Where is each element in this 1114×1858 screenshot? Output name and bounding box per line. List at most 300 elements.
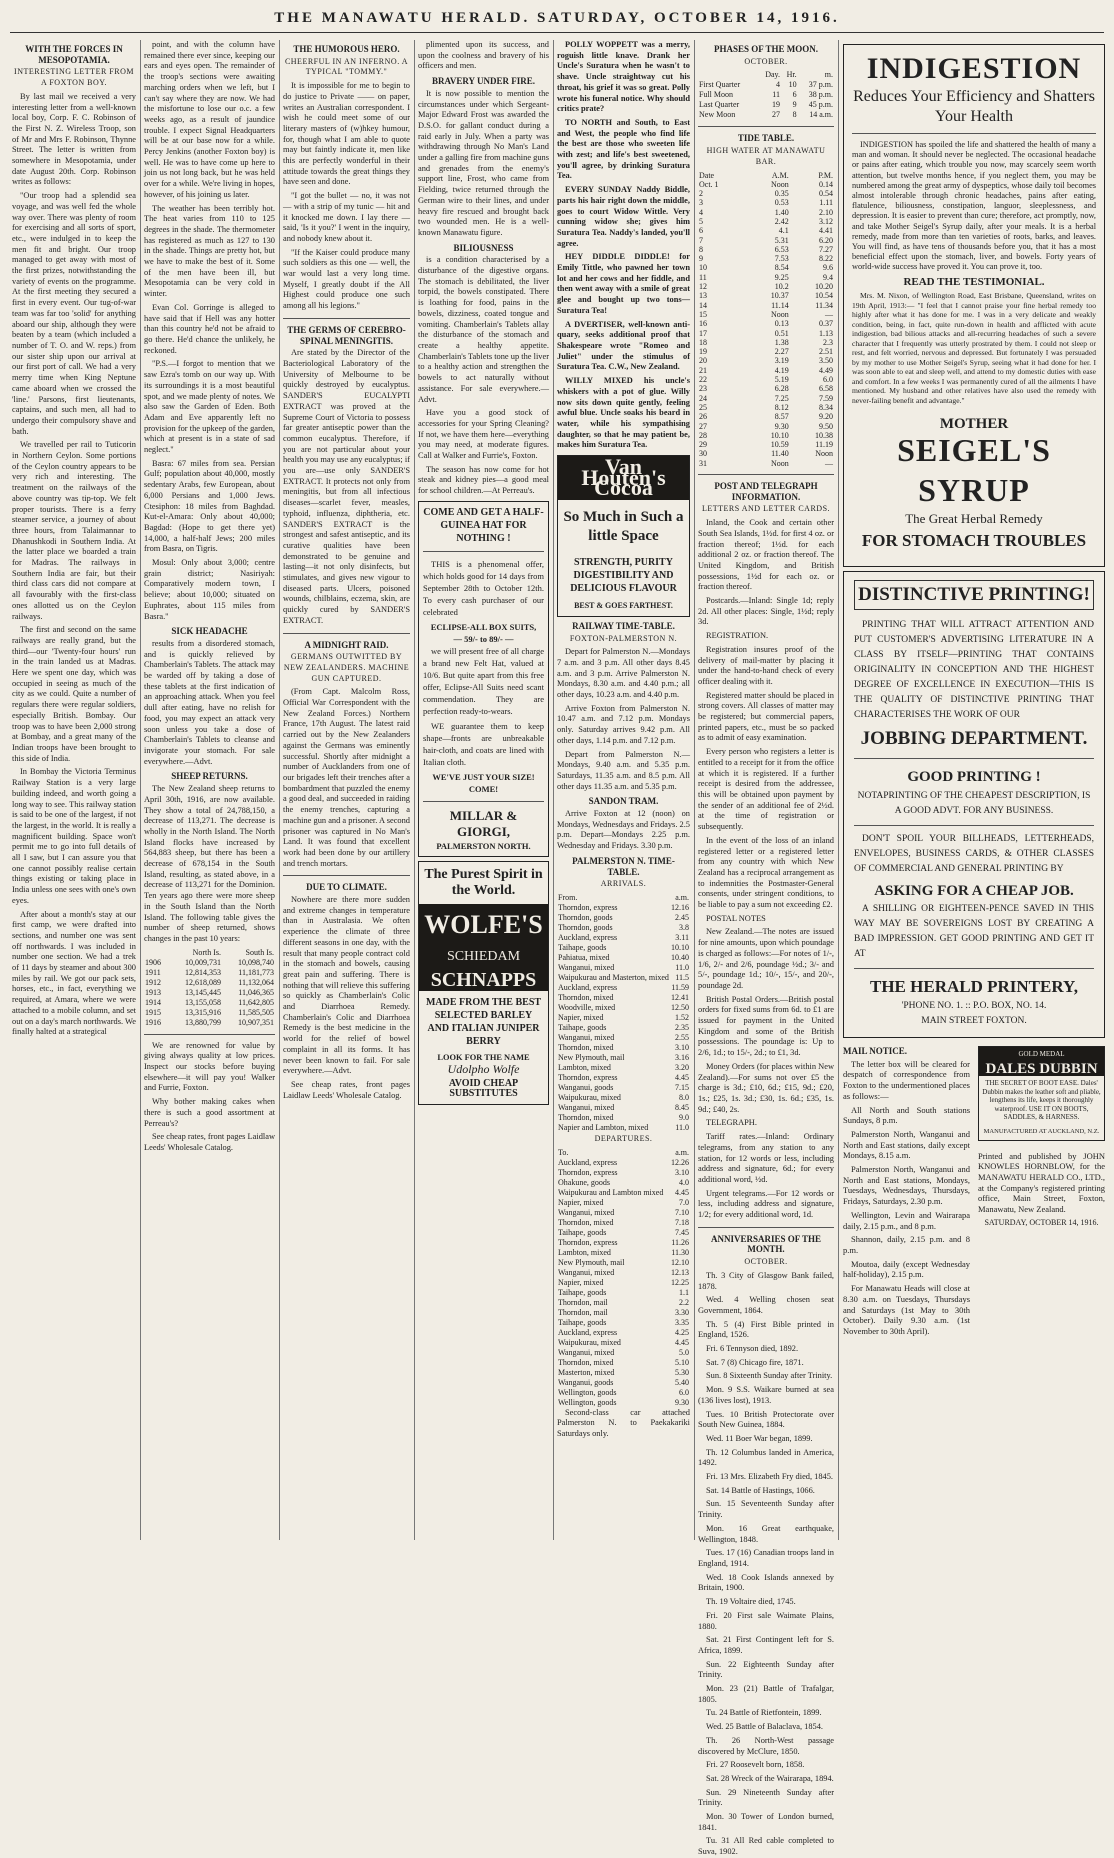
table-row — [698, 90, 834, 100]
table-cell: Waipukurau and Lambton mixed — [558, 1187, 664, 1197]
table-cell: 8.12 — [774, 402, 789, 412]
mail-paragraph: Palmerston North, Wanganui and North and East stations, daily except Mondays, 8.15 a.m. — [843, 1128, 970, 1161]
table-cell: 7.27 — [819, 244, 833, 254]
table-row — [557, 1378, 690, 1388]
table-cell: 2.35 — [675, 1023, 689, 1032]
table-cell: Wanganui, mixed — [558, 1207, 615, 1217]
anniversary-item: Sun. 22 Eighteenth Sunday after Trinity. — [698, 1659, 834, 1680]
table-cell: New Plymouth, mail — [558, 1053, 625, 1062]
table-row — [144, 978, 275, 988]
table-cell: Thorndon, mixed — [558, 1043, 614, 1052]
table-cell: Waipukurau, mixed — [558, 1093, 621, 1102]
table-cell: 6.53 — [774, 244, 789, 254]
table-cell: Thorndon, mail — [558, 1307, 608, 1317]
table-row — [557, 1208, 690, 1218]
table-cell: 3.20 — [675, 1063, 689, 1072]
table-cell: 9.30 — [774, 421, 789, 431]
table-cell: 3.10 — [675, 1043, 689, 1052]
table-cell: 11.14 — [771, 300, 789, 310]
table-cell: Auckland, express — [558, 1157, 618, 1167]
table-cell: 6.58 — [819, 384, 833, 394]
table-row — [557, 1338, 690, 1348]
table-row — [557, 983, 690, 993]
anniversary-item: Sat. 14 Battle of Hastings, 1066. — [706, 1485, 815, 1495]
table-cell: 4.0 — [679, 1177, 689, 1187]
section-subheading: FOXTON-PALMERSTON N. — [569, 633, 678, 643]
table-row — [557, 1033, 690, 1043]
table-cell: 11.40 — [771, 449, 789, 459]
table-cell: 12.26 — [671, 1157, 689, 1167]
table-row — [698, 110, 834, 120]
article-subheading: CHEERFUL IN AN INFERNO. A TYPICAL "TOMMY." — [284, 56, 409, 77]
article-heading: SICK HEADACHE — [171, 626, 248, 637]
post-paragraph: Tariff rates.—Inland: Ordinary telegrams, from any station to any station, for 12 words or less, including address and signature, 6d.; for every additional word, ½d. — [698, 1132, 834, 1184]
post-paragraph: British Postal Orders.—British postal orders for fixed sums from 6d. to £1 are issued for payment in the United Kingdom and some of the British possessions. The poundage is: Up to 2/6, 1d.; to 15/-, 2d.; to £1, 3d. — [698, 994, 834, 1058]
address-line: MAIN STREET FOXTON. — [921, 1016, 1027, 1027]
table-cell: 3.12 — [819, 217, 833, 226]
table-row — [557, 953, 690, 963]
table-cell: Wanganui, mixed — [558, 1103, 615, 1112]
table-header: South Is. — [245, 947, 274, 957]
table-cell: 1.40 — [774, 207, 789, 217]
table-cell: Lambton, mixed — [558, 1247, 611, 1257]
table-cell: 12.50 — [671, 1003, 689, 1012]
anniversary-item: Th. 19 Voltaire died, 1745. — [706, 1597, 796, 1607]
table-cell: 2.2 — [679, 1297, 689, 1307]
advertisement: The season has now come for hot steak and kidney pies—a good meal for school children.—At Perreau's. — [418, 464, 549, 496]
advertisement: We are renowned for value by giving always quality at low prices. Inspect our stocks before buying elsewhere—it will pay you! Walker and Furrie, Foxton. — [144, 1040, 275, 1093]
table-cell: 11.0 — [675, 1123, 689, 1132]
table-row — [557, 1388, 690, 1398]
issue-date: SATURDAY, OCTOBER 14, 1916. — [984, 1217, 1099, 1227]
table-cell: Taihape, goods — [558, 1023, 607, 1032]
table-cell: 4 — [699, 207, 703, 217]
table-cell: 7.10 — [675, 1207, 689, 1217]
table-cell: 7.15 — [675, 1083, 689, 1092]
table-row — [698, 226, 834, 235]
divider — [854, 758, 1094, 759]
advertisement: See cheap rates, front pages Laidlaw Leeds' Wholesale Catalog. — [283, 1079, 410, 1100]
ad-text: NOTAPRINTING OF THE CHEAPEST DESCRIPTION, IS A GOOD ADVT. FOR ANY BUSINESS. — [857, 791, 1091, 817]
paragraph: After about a month's stay at our first camp, we were drafted into sections, and number one was sent off northwards. I was included in number one section. We had a trek of 11 days by steamer and about 300 miles by rail. We got our pack sets, horses, etc., in fact, everything we required, at Amara, where we were attached to a mobile column, and set out on a day's march northwards. We finally halted at a strategical — [12, 909, 136, 1037]
table-cell: 10.10 — [770, 430, 789, 440]
table-row — [698, 100, 834, 110]
table-row — [557, 1328, 690, 1338]
paragraph: It is now possible to mention the circumstances under which Sergeant-Major Edward Frost was awarded the D.S.O. for gallant conduct during a raid early in July. When a party was withdrawing through No Man's Land under a galling fire from machine guns and grenades from the enemy's support line, Frost, who came from Fielding, twice returned through the German wire to their lines, and under heavy fire rescued and brought back two wounded men. He is a well-known Manawatu figure. — [418, 88, 549, 237]
table-row — [144, 968, 275, 978]
paragraph: "P.S.—I forgot to mention that we saw Ezra's tomb on our way up. With its surroundings it is a most beautiful spot, and we made plenty of notes. We also saw the Garden of Eden. Both Adam and Eve apparently left no provision for the upkeep of the garden, which at present is in a state of sad neglect." — [144, 359, 275, 455]
table-row — [144, 998, 275, 1008]
post-paragraph: Registered matter should be placed in strong covers. All classes of matter may be registered; but commercial papers, printed papers, etc., must be so packed as to admit of easy examination. — [698, 690, 834, 743]
section-heading: RAILWAY TIME-TABLE. — [572, 620, 675, 631]
table-cell: 1911 — [145, 967, 161, 977]
table-cell: 1.38 — [774, 337, 789, 347]
ad-text: DON'T SPOIL YOUR BILLHEADS, LETTERHEADS, ENVELOPES, BUSINESS CARDS, & OTHER CLASSES OF COMMERCIAL AND GENERAL PRINTING BY — [854, 834, 1094, 875]
table-cell: 6.20 — [819, 235, 833, 245]
mail-paragraph: For Manawatu Heads will close at 8.30 a.m. on Tuesdays, Thursdays and Saturdays (1st May to 30th October). Daily 9.30 a.m. (1st November to 30th April). — [843, 1283, 970, 1336]
table-cell: 2.51 — [819, 347, 833, 357]
table-row — [144, 958, 275, 968]
paragraph: is a condition characterised by a disturbance of the digestive organs. The stomach is debilitated, the liver torpid, the bowels constipated. There is loathing for food, pains in the bowels, dizziness, coated tongue and vomiting. Chamberlain's Tablets allay the disturbance of the stomach and create a healthy appetite. Chamberlain's Tablets tone up the liver to a healthy action and strengthen the bowels to act naturally without assistance. For sale everywhere.—Advt. — [418, 255, 549, 404]
column-rule — [838, 40, 839, 1540]
table-cell: 5.10 — [675, 1357, 689, 1367]
table-cell: 3.11 — [675, 933, 689, 942]
ad-headline: DISTINCTIVE PRINTING! — [854, 580, 1094, 610]
table-cell: 10.20 — [815, 282, 833, 292]
table-row — [557, 963, 690, 973]
brand-name: SEIGEL'S SYRUP — [897, 432, 1051, 509]
column-5 — [557, 40, 690, 1540]
table-row — [698, 301, 834, 310]
paragraph: Depart from Palmerston N.—Mondays, 9.40 a.m. and 5.35 p.m. Saturdays, 11.35 a.m. and 8.5 p.m. All other days 11.35 a.m. and 5.35 p.m. — [557, 749, 690, 791]
table-cell: 0.53 — [774, 198, 789, 208]
ad-headline: COME AND GET A HALF-GUINEA HAT FOR NOTHING ! — [423, 506, 544, 544]
table-cell: 24 — [699, 393, 707, 403]
table-row — [698, 440, 834, 449]
paragraph: Arrive Foxton at 12 (noon) on Mondays, Wednesdays and Fridays. 2.5 p.m. Depart—Mondays 2.25 p.m. Wednesday and Fridays. 3.30 p.m. — [557, 809, 690, 851]
table-cell: 6.0 — [823, 375, 833, 385]
post-paragraph: POSTAL NOTES — [706, 913, 766, 923]
table-cell: 11 — [699, 272, 707, 282]
right-bottom — [978, 1042, 1105, 1340]
table-cell: 1.1 — [679, 1287, 689, 1297]
table-cell: 17 — [699, 328, 707, 338]
article-heading: DUE TO CLIMATE. — [306, 882, 387, 893]
ad-tagline: The Great Herbal Remedy — [905, 511, 1043, 527]
table-cell: 18 — [699, 337, 707, 347]
paragraph: We travelled per rail to Tuticorin in Northern Ceylon. Some portions of the Ceylon country appears to be very rich and interesting. The treatment on the railways of the above country was tip-top. We felt proper tourists. There is a ferry steamer service, a journey of about three hours, from Talaimannar to Dhanushkodi in Southern India. At the latter place we boarded a train for Madras. The railways in Southern India are fair, but their third class cars did not compare at all favourably with the first-class ones allotted us on the Ceylon railways. — [12, 440, 136, 621]
anniversary-item: Wed. 18 Cook Islands annexed by Britain, 1900. — [698, 1572, 834, 1593]
table-cell: 5.31 — [774, 235, 789, 245]
article-heading: SHEEP RETURNS. — [171, 771, 248, 782]
ad-company: MILLAR & GIORGI, — [449, 807, 518, 839]
testimonial-text: Mrs. M. Nixon, of Wellington Road, East Brisbane, Queensland, writes on 19th April, 1913:— "I feel that I cannot praise your fine herbal remedy too highly after what it has done for me. I was in a very delicate and weakly condition, being, in fact, quite run-down in health and afflicted with acute indigestion, bad bilious attacks and all-recurring headaches of such a severe character that I frequently was utterly prostrated by them. I could not sleep or rest, and felt worried, nervous and depressed. But fortunately I was persuaded by my mother to use Mother Seigel's Syrup, seeing what it had done for her. I was soon able to eat and sleep well, and attend to my domestic duties with ease and comfort. In a few weeks I was permanently cured of all the ailments I have mentioned. My husband and other relatives have also used the remedy with never-failing benefit and advantage." — [852, 291, 1096, 405]
table-header: a.m. — [675, 1147, 689, 1157]
column-7 — [843, 40, 1105, 1540]
table-cell: 9.50 — [819, 421, 833, 431]
table-row — [557, 973, 690, 983]
ad-text: LOOK FOR THE NAME — [437, 1053, 530, 1063]
table-cell: 10.37 — [770, 291, 789, 301]
table-row — [698, 80, 834, 90]
table-header: North Is. — [192, 947, 222, 957]
column-rule — [140, 40, 141, 1540]
paragraph: Arrive Foxton from Palmerston N. 10.47 a.m. and 7.12 p.m. Mondays only. Saturday arrives 9.42 p.m. All other days, 1.14 p.m. and 7.12 p.m. — [557, 703, 690, 745]
table-cell: Thorndon, mixed — [558, 993, 614, 1002]
paragraph: The first and second on the same railways are really grand, but the third—our 'Twenty-four hours' run in the train landed us at Madras. Here we spent one day, which was occupied in seeing as much of the city as we could. Quite a number of regulars there were regular soldiers, especially British. Bombay. Our troop was to have been 2,000 strong at Bombay, and a great many of the Indian troops have been brought to this side of India. — [12, 625, 136, 763]
table-cell: Thorndon, mixed — [558, 1357, 614, 1367]
mail-paragraph: Wellington, Levin and Wairarapa daily, 2.15 p.m., and 8 p.m. — [843, 1209, 970, 1231]
signature: Udolpho Wolfe — [447, 1061, 520, 1076]
divider — [854, 825, 1094, 826]
paragraph: In Bombay the Victoria Terminus Railway Station is a very large building indeed, and worth going a long way to see. This railway station is said to be one of the largest, if not the largest, in the world. It is really a magnificent building. Space won't permit me to go into full details of all I saw, but I can assure you that one cannot possibly realise certain things existing or taking place in India unless one sees with one's own eyes. — [12, 767, 136, 905]
section-heading: SANDON TRAM. — [588, 796, 659, 807]
table-cell: 30 — [699, 449, 707, 459]
table-cell: 10,098,740 — [238, 957, 274, 967]
table-cell: 8 — [792, 110, 797, 120]
table-cell: 25 — [699, 402, 707, 412]
masthead: THE MANAWATU HERALD. SATURDAY, OCTOBER 14, 1916. — [274, 10, 840, 26]
ad-highlight: JOBBING DEPARTMENT. — [860, 728, 1088, 750]
arrivals-table — [557, 893, 690, 1133]
table-row — [557, 1308, 690, 1318]
table-cell: 9.25 — [774, 272, 789, 282]
mail-paragraph: Moutoa, daily (except Wednesday half-holiday), 2.15 p.m. — [843, 1258, 970, 1280]
table-row — [557, 943, 690, 953]
table-cell: Auckland, express — [558, 933, 618, 942]
table-row — [698, 208, 834, 217]
top-rule — [10, 32, 1104, 33]
table-row — [144, 1018, 275, 1028]
table-cell: 11.59 — [671, 983, 689, 992]
divider — [854, 968, 1094, 969]
van-houten-cocoa-ad — [557, 455, 690, 617]
table-cell: 11.30 — [671, 1247, 689, 1257]
table-cell: 14 a.m. — [809, 110, 833, 120]
mail-paragraph: All North and South stations Sundays, 8 p.m. — [843, 1104, 970, 1126]
table-cell: 12.25 — [671, 1277, 689, 1287]
table-cell: 2.42 — [774, 217, 789, 226]
table-row — [698, 273, 834, 282]
brand-name: DALES DUBBIN — [979, 1062, 1104, 1077]
table-cell: Napier, mixed — [558, 1197, 604, 1207]
anniversary-item: Fri. 13 Mrs. Elizabeth Fry died, 1845. — [706, 1472, 834, 1482]
table-cell: Oct. 1 — [699, 179, 719, 189]
table-cell: 1916 — [145, 1017, 161, 1027]
table-cell: 10.59 — [770, 440, 789, 450]
section-heading: ANNIVERSARIES OF THE MONTH. — [710, 1233, 822, 1255]
brand-line: SCHIEDAM — [419, 946, 548, 969]
tea-ad: WILLY MIXED his uncle's whiskers with a pot of glue. Willy now sits down quite gently, feeling awful blue. Uncle soaks his beard in water, while his sympathising daughter, so that he may patient be, makes him Suratura Tea. — [557, 376, 690, 450]
article-heading: A MIDNIGHT RAID. — [304, 639, 389, 650]
table-row — [557, 1198, 690, 1208]
table-row — [557, 933, 690, 943]
table-cell: Thorndon, express — [558, 903, 618, 912]
post-paragraph: New Zealand.—The notes are issued for nine amounts, upon which poundage is charged as follows:—For notes of 1/-, 1/6, 2/- and 2/6, poundage ½d.; 3/- and 5/-, poundage 1d.; 10/-, 15/-, and 20/-, poundage 2d. — [698, 927, 834, 990]
table-cell: 11.5 — [675, 973, 689, 982]
table-row — [698, 291, 834, 300]
table-cell: Noon — [815, 449, 833, 459]
divider — [852, 133, 1096, 134]
table-cell: 11 — [772, 90, 780, 100]
article-heading: BILIOUSNESS — [453, 242, 514, 253]
table-cell: 12 — [699, 282, 707, 292]
table-cell: 26 — [699, 412, 707, 422]
ad-town: PALMERSTON NORTH. — [436, 840, 531, 851]
table-cell: Napier, mixed — [558, 1013, 604, 1022]
table-row — [557, 1158, 690, 1168]
table-cell: 9.20 — [819, 412, 833, 422]
table-row — [557, 1288, 690, 1298]
table-cell: 7.25 — [774, 393, 789, 403]
mail-paragraph: Palmerston North, Wanganui and North and East stations, Mondays, Tuesdays, Wednesdays, Thursdays, Fridays, Saturdays, 2.30 p.m. — [843, 1164, 970, 1207]
table-cell: 0.35 — [774, 189, 789, 199]
table-cell: 11.34 — [815, 300, 833, 310]
mail-paragraph: Shannon, daily, 2.15 p.m. and 8 p.m. — [843, 1234, 970, 1255]
table-cell: 9.0 — [679, 1113, 689, 1122]
ad-price: — 59/- to 89/- — — [453, 633, 514, 644]
paragraph: The weather has been terribly hot. The heat varies from 110 to 125 degrees in the shade. The thermometer has registered as much as 127 to 130 in the shade. Things are pretty hot, but we have to make the best of it. Some of the men have been ill, but Mesopotamia can be very cold in winter. — [144, 203, 275, 299]
table-row — [557, 1063, 690, 1073]
ad-text: we will present free of all charge a brand new Felt Hat, valued at 10/6. But quite apart from this free offer, Eclipse-All Suits need scant commendation. They are perfection ready-to-wears. — [423, 645, 544, 716]
table-cell: 21 — [699, 365, 707, 375]
table-header: Day. — [765, 70, 780, 80]
table-cell: Thorndon, express — [558, 1237, 618, 1247]
paragraph: By last mail we received a very interesting letter from a well-known local boy, Corp. F. C. Robinson of the First N. Z. Wireless Troop, son of Mr and Mrs F. Robinson, Thynne Street. The letter is written from somewhere in Mesopotamia, under date August 20th. Corp. Robinson writes as follows: — [12, 91, 136, 187]
table-cell: Thorndon, goods — [558, 913, 613, 922]
table-cell: 2.3 — [823, 337, 833, 347]
section-subheading: OCTOBER. — [744, 56, 788, 66]
table-row — [557, 1248, 690, 1258]
table-row — [698, 329, 834, 338]
anniversary-item: Mon. 16 Great earthquake, Wellington, 1848. — [698, 1523, 834, 1544]
table-row — [698, 459, 834, 468]
table-cell: 2.45 — [675, 913, 689, 922]
table-cell: 27 — [772, 110, 780, 120]
article-subheading: INTERESTING LETTER FROM A FOXTON BOY. — [14, 67, 134, 88]
ad-text: WE guarantee them to keep shape—fronts are unbreakable hair-cloth, and coats are lined with Italian cloth. — [423, 720, 544, 767]
table-cell: 13,145,445 — [185, 987, 222, 997]
table-cell: Wanganui, mixed — [558, 1347, 615, 1357]
table-cell: New Moon — [699, 110, 736, 120]
table-row — [557, 1083, 690, 1093]
table-cell: 4.45 — [675, 1073, 689, 1082]
paragraph: plimented upon its success, and upon the coolness and bravery of his officers and men. — [418, 40, 549, 71]
table-cell: Noon — [771, 179, 789, 189]
table-cell: Wanganui, goods — [558, 1377, 614, 1387]
table-cell: 3.30 — [675, 1307, 689, 1317]
table-row — [557, 1188, 690, 1198]
anniversary-item: Mon. 30 Tower of London burned, 1841. — [698, 1812, 834, 1832]
table-cell: Ohakune, goods — [558, 1177, 610, 1187]
table-row — [698, 338, 834, 347]
table-row — [557, 1093, 690, 1103]
table-cell: 2.27 — [774, 347, 789, 357]
table-cell: 0.37 — [819, 319, 833, 329]
table-row — [557, 1013, 690, 1023]
paragraph: results from a disordered stomach, and is quickly relieved by Chamberlain's Tablets. The attack may be warded off by taking a dose of these tablets at the first indication of an approaching attack. When you feel dull after eating, have no relish for food, you may expect an attack very soon unless you take a dose of Chamberlain's Tablets to cleanse and invigorate your stomach. For sale everywhere.—Advt. — [144, 638, 275, 766]
post-paragraph: Every person who registers a letter is entitled to a receipt for it from the office at which it is registered. If a further receipt is desired from the addressee, this will be obtained upon payment by the sender of an additional fee of 2½d. at the time of registration or subsequently. — [698, 747, 834, 832]
table-cell: 12.16 — [671, 903, 689, 912]
table-cell: 11.26 — [671, 1237, 689, 1247]
wolfe-schnapps-ad — [418, 861, 549, 1105]
table-row — [698, 310, 834, 319]
table-cell: 1.11 — [819, 198, 833, 208]
table-cell: 8.22 — [819, 254, 833, 264]
table-cell: 8.57 — [774, 412, 789, 422]
table-cell: Thorndon, mixed — [558, 1217, 614, 1227]
table-cell: 4.45 — [675, 1337, 689, 1347]
table-row — [557, 1258, 690, 1268]
table-cell: Auckland, express — [558, 1327, 618, 1337]
table-header — [698, 70, 758, 80]
ad-text: STRENGTH, PURITY DIGESTIBILITY AND DELICIOUS FLAVOUR — [570, 557, 677, 595]
table-cell: 0.51 — [774, 328, 789, 338]
table-cell: — — [825, 458, 833, 468]
table-row — [557, 1368, 690, 1378]
table-cell: 4 — [776, 80, 780, 90]
section-heading: MAIL NOTICE. — [843, 1046, 908, 1057]
ad-offer: ECLIPSE-ALL BOX SUITS, — [430, 621, 537, 632]
anniversary-item: Th. 5 (4) First Bible printed in England, 1526. — [698, 1319, 834, 1340]
paragraph: Basra: 67 miles from sea. Persian Gulf; population about 40,000, mostly sedentary Arabs, few European, about 6,000 Persians and 1,000 Jews. Ctesiphon: 18 miles from Baghdad. Kut-el-Amara: Only about 40,000; Bagdad: (Hope to get there yet) 14,000, a half-half Jews; 200 miles from Basra, on Tigris. — [144, 458, 275, 554]
post-paragraph: Urgent telegrams.—For 12 words or less, including address and signature, 1/2; for every additional word, 1d. — [698, 1188, 834, 1220]
table-cell: Last Quarter — [699, 100, 740, 110]
anniversary-item: Mon. 23 (21) Battle of Trafalgar, 1805. — [698, 1684, 834, 1704]
table-cell: Taihape, goods — [558, 943, 607, 952]
sheep-table — [144, 948, 275, 1028]
table-cell: Wanganui, mixed — [558, 1033, 615, 1042]
paragraph: Mosul: Only about 3,000; centre grain district; Nasiriyah: Comparatively modern town, I believe; about 10,000; situated on Euphrates, about 115 miles from Basra." — [144, 558, 275, 621]
table-row — [557, 1218, 690, 1228]
table-header: m. — [824, 70, 833, 80]
article-heading: BRAVERY UNDER FIRE. — [432, 76, 535, 87]
table-cell: 5 — [699, 217, 703, 226]
divider — [283, 318, 410, 319]
table-cell: 5.0 — [679, 1347, 689, 1357]
table-row — [557, 1053, 690, 1063]
table-cell: 11,181,773 — [238, 967, 274, 977]
table-cell: Thorndon, goods — [558, 923, 613, 932]
section-subheading: OCTOBER. — [744, 1257, 788, 1267]
ad-text: THIS is a phenomenal offer, which holds good for 14 days from September 28th to October 12th. To every cash purchaser of our celebrated — [423, 558, 544, 617]
table-row — [557, 923, 690, 933]
table-cell: 11,642,805 — [238, 997, 274, 1007]
ad-text: PRINTING THAT WILL ATTRACT ATTENTION AND PUT CUSTOMER'S ADVERTISING LITERATURE IN A CLASS BY ITSELF—PRINTING THAT CONTAINS ORIGINALITY IN CONCEPTION AND THE HIGHEST DEGREE OF EXCELLENCE IN EXECUTION—THIS IS THE QUALITY OF DISTINCTIVE PRINTING THAT CHARACTERISES THE WORK OF OUR — [854, 620, 1094, 721]
table-row — [557, 1103, 690, 1113]
table-cell: 5.30 — [675, 1367, 689, 1377]
table-cell: Thorndon, express — [558, 1167, 618, 1177]
column-rule — [414, 40, 415, 1540]
ad-text: AVOID CHEAP SUBSTITUTES — [448, 1077, 519, 1100]
table-cell: Waipukurau and Masterton, mixed — [558, 973, 669, 982]
table-cell: 7.59 — [819, 393, 833, 403]
departures-table — [557, 1148, 690, 1408]
table-cell: 10,009,731 — [185, 957, 222, 967]
table-row — [557, 1228, 690, 1238]
paragraph: "Our troop had a splendid sea voyage, and was well fed the whole way over. There was plenty of room for exercising and all sorts of sport, etc., were indulged in to keep the men fit and bright. Our troop managed to get away with most of the first prizes, notwithstanding the variety of events on the programme. At the first meeting they secured a first in every event. Our tug-of-war team was far too 'solid' for anything aboard our ship, although they were beaten by a team (which included a number of T. O. and W. reps.) from our sister ship upon our arrival at our first port of call. We had a very merry time when King Neptune came aboard when we crossed the 'line.' Parsons, first lieutenants, captains, and such men, all had to undergo their compulsory shave and bath. — [12, 191, 136, 436]
table-row — [698, 263, 834, 272]
table-cell: 3.16 — [675, 1053, 689, 1062]
brand-name: Van Houten's Cocoa — [558, 456, 689, 500]
anniversary-item: Th. 12 Columbus landed in America, 1492. — [698, 1447, 834, 1468]
article-subheading: GERMANS OUTWITTED BY NEW ZEALANDERS. MACHINE GUN CAPTURED. — [283, 652, 410, 683]
table-row — [698, 180, 834, 189]
table-cell: 10,907,351 — [238, 1017, 274, 1027]
section-heading: PHASES OF THE MOON. — [713, 44, 818, 54]
table-row — [557, 993, 690, 1003]
table-cell: 10.40 — [671, 953, 689, 962]
anniversary-item: Tues. 10 British Protectorate over South New Guinea, 1884. — [698, 1409, 834, 1430]
table-row — [557, 1113, 690, 1123]
table-cell: 9.6 — [823, 263, 833, 273]
anniversary-item: Tues. 17 (16) Canadian troops land in England, 1914. — [698, 1548, 834, 1568]
table-cell: 15 — [699, 309, 707, 319]
table-cell: 31 — [699, 458, 707, 468]
paragraph: Are stated by the Director of the Bacteriological Laboratory of the University of Melbourne to be quickly destroyed by eucalyptus. SANDER'S EUCALYPTI EXTRACT was proved at the Supreme Court of Victoria to possess far greater antiseptic power than the common eucalyptus. Therefore, if you are not particular about your health you may use any eucalyptus; if you are—use only SANDER'S EXTRACT. It protects not only from meningitis, but from all infectious diseases—scarlet fever, measles, typhoid, influenza, diphtheria, etc. SANDER'S EXTRACT is the strongest and safest antiseptic, and its curative qualities have been demonstrated to be genuine and lasting—it not only disinfects, but stimulates, and gives new vigour to diseased parts. Ulcers, poisoned wounds, chilblains, eczema, skin, are quickly cured by SANDER'S EXTRACT. — [283, 348, 410, 625]
divider — [698, 474, 834, 475]
anniversary-item: Sat. 28 Wreck of the Wairarapa, 1894. — [706, 1773, 834, 1783]
article-heading: WITH THE FORCES IN MESOPOTAMIA. — [25, 44, 123, 65]
ad-brand-line: MOTHER — [939, 416, 1009, 433]
table-cell: 1.52 — [675, 1013, 689, 1022]
table-cell: 0.13 — [774, 319, 789, 329]
table-row — [557, 1043, 690, 1053]
table-cell: 45 p.m. — [808, 100, 833, 110]
indigestion-ad — [843, 44, 1105, 567]
table-row — [698, 431, 834, 440]
section-subheading: ARRIVALS. — [600, 879, 647, 889]
